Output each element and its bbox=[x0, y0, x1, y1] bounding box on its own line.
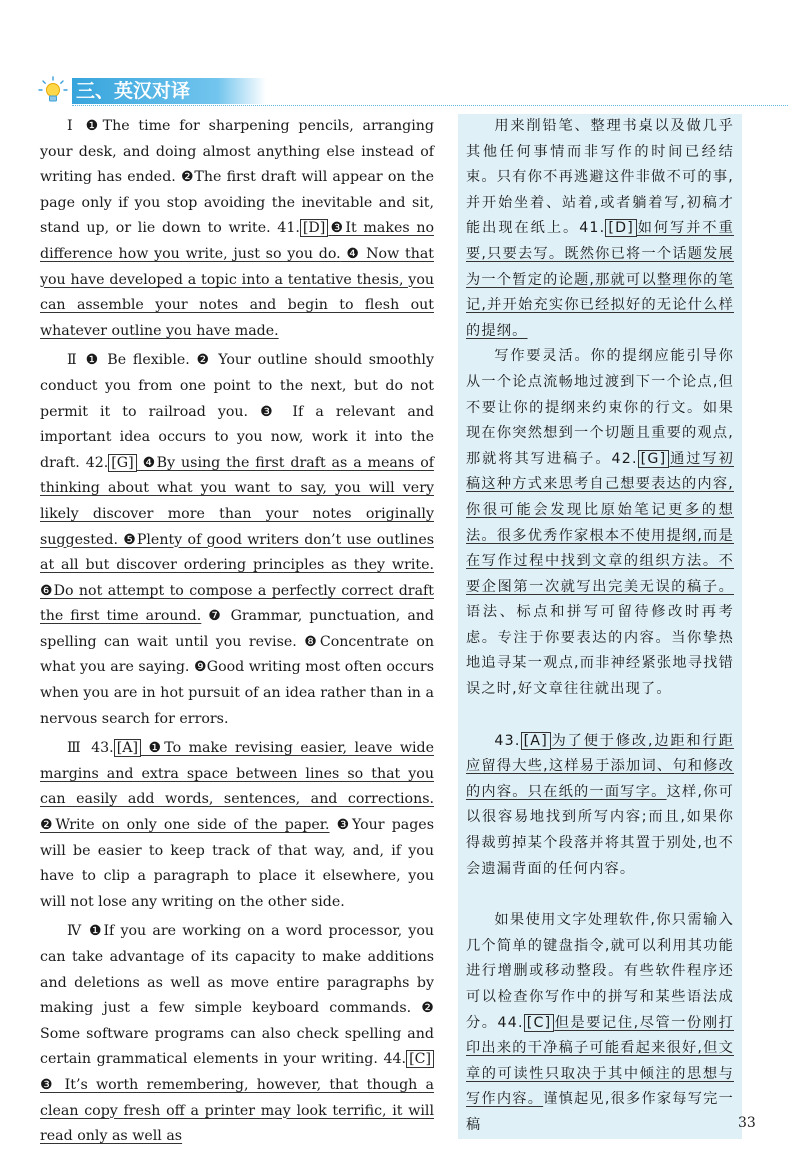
answer-sentence: ❹By using the first draft as a means of thinking about what you want to say, you will very likely discover more than your notes originally suggested. ❺Plenty of good writers don’t use outlines at all but discover ordering principles as they write. ❻Do not attempt to compose a perfectly correct draft the first time around. bbox=[40, 454, 434, 625]
chinese-text: 用来削铅笔、整理书桌以及做几乎其他任何事情而非写作的时间已经结束。只有你不再逃避这件非做不可的事,并开始坐着、站着,或者躺着写,初稿才能出现在纸上。41. bbox=[466, 118, 734, 237]
paragraph-number: Ⅲ bbox=[66, 740, 84, 757]
english-sentence: ❷The first draft will appear on the page only if you stop avoiding the inevitable and sit, stand up, or lie down to write. bbox=[40, 169, 434, 237]
chinese-paragraph-3 bbox=[458, 729, 742, 883]
paragraph-number: Ⅱ bbox=[66, 352, 79, 369]
question-number: 42. bbox=[79, 454, 109, 471]
section-header bbox=[28, 74, 788, 108]
paragraph-number: Ⅰ bbox=[66, 118, 77, 134]
answer-box: [C] bbox=[524, 1014, 555, 1032]
answer-translation: 但是要记住,尽管一份刚打印出来的干净稿子可能看起来很好,但文章的可读性只取决于其中倾注的思想与写作内容。 bbox=[466, 1014, 734, 1108]
lightbulb-icon bbox=[38, 76, 68, 106]
paragraph-gap bbox=[458, 703, 742, 729]
answer-box: [G] bbox=[108, 454, 136, 472]
question-number: 44. bbox=[377, 1051, 407, 1068]
paragraph-number: Ⅳ bbox=[66, 923, 83, 940]
answer-translation: 为了便于修改,边距和行距应留得大些,这样易于添加词、句和修改的内容。只在纸的一面写字。 bbox=[466, 732, 734, 800]
question-number: 43. bbox=[494, 732, 521, 749]
answer-box: [A] bbox=[521, 732, 551, 750]
chinese-text: 这样,你可以很容易地找到所写内容;而且,如果你得裁剪掉某个段落并将其置于别处,也不会遗漏背面的任何内容。 bbox=[466, 783, 735, 877]
english-paragraph-2 bbox=[40, 348, 434, 732]
answer-sentence: ❸It makes no difference how you write, just so you do. bbox=[40, 220, 434, 262]
answer-box: [G] bbox=[638, 450, 670, 468]
chinese-column bbox=[458, 114, 742, 1139]
answer-sentence: ❶To make revising easier, leave wide margins and extra space between lines so that you can easily add words, sentences, and corrections. ❷Write on only one side of the paper. bbox=[40, 740, 435, 834]
english-sentence: ❼ Grammar, punctuation, and spelling can wait until you revise. ❽Concentrate on what you are saying. ❾Good writing most often occurs when you are in hot pursuit of an idea rather than in a nervous search for errors. bbox=[40, 608, 434, 727]
question-number: 41. bbox=[270, 220, 300, 237]
header-divider bbox=[72, 105, 788, 106]
english-sentence: ❸Your pages will be easier to keep track of that way, and, if you have to clip a paragraph to place it elsewhere, you will not lose any writing on the other side. bbox=[40, 817, 434, 910]
answer-translation: 通过写初稿这种方式来思考自己想要表达的内容,你很可能会发现比原始笔记更多的想法。很多优秀作家根本不使用提纲,而是在写作过程中找到文章的组织方法。不要企图第一次就写出完美无误的稿子。 bbox=[466, 450, 734, 595]
answer-translation: 如何写并不重要,只要去写。既然你已将一个话题发展为一个暂定的论题,那就可以整理你的笔记,并开始充实你已经拟好的无论什么样的提纲。 bbox=[466, 220, 734, 339]
section-title: 三、英汉对译 bbox=[72, 78, 266, 104]
answer-box: [D] bbox=[605, 219, 637, 237]
english-paragraph-1 bbox=[40, 114, 434, 344]
chinese-text: 语法、标点和拼写可留待修改时再考虑。专注于你要表达的内容。当你挚热地追寻某一观点,而非神经紧张地寻找错误之时,好文章往往就出现了。 bbox=[466, 604, 734, 698]
chinese-text: 如果使用文字处理软件,你只需输入几个简单的键盘指令,就可以利用其功能进行增删或移动整段。有些软件程序还可以检查你写作中的拼写和某些语法成分。44. bbox=[466, 912, 734, 1031]
page-number: 33 bbox=[738, 1115, 756, 1131]
english-paragraph-3 bbox=[40, 736, 434, 915]
english-sentence: ❶The time for sharpening pencils, arranging your desk, and doing almost anything else instead of writing has ended. bbox=[40, 118, 435, 186]
answer-box: [D] bbox=[300, 219, 328, 237]
answer-box: [A] bbox=[114, 739, 141, 757]
chinese-text: 谨慎起见,很多作家每写完一稿 bbox=[466, 1091, 734, 1133]
english-column bbox=[40, 114, 434, 1154]
answer-box: [C] bbox=[406, 1050, 434, 1068]
answer-sentence: ❹ Now that you have developed a topic into a tentative thesis, you can assemble your notes and begin to flesh out whatever outline you have made. bbox=[40, 245, 434, 339]
chinese-text: 写作要灵活。你的提纲应能引导你从一个论点流畅地过渡到下一个论点,但不要让你的提纲来约束你的行文。如果现在你突然想到一个切题且重要的观点,那就将其写进稿子。42. bbox=[466, 348, 734, 467]
chinese-paragraph-4 bbox=[458, 908, 742, 1138]
english-sentence: ❶If you are working on a word processor, you can take advantage of its capacity to make additions and deletions as well as move entire paragraphs by making just a few simple keyboard commands. ❷ Some software programs can also check spelling and certain grammatical elements in your writing. bbox=[40, 923, 434, 1068]
english-sentence: ❶ Be flexible. ❷ Your outline should smoothly conduct you from one point to the next, but do not permit it to railroad you. ❸ If a relevant and important idea occurs to you now, work it into the draft. bbox=[40, 352, 434, 471]
chinese-paragraph-2 bbox=[458, 344, 742, 702]
paragraph-gap bbox=[458, 882, 742, 908]
english-paragraph-4 bbox=[40, 919, 434, 1149]
question-number: 43. bbox=[83, 740, 114, 757]
answer-sentence: ❸ It’s worth remembering, however, that though a clean copy fresh off a printer may look terrific, it will read only as well as bbox=[40, 1076, 434, 1145]
chinese-paragraph-1 bbox=[458, 114, 742, 344]
